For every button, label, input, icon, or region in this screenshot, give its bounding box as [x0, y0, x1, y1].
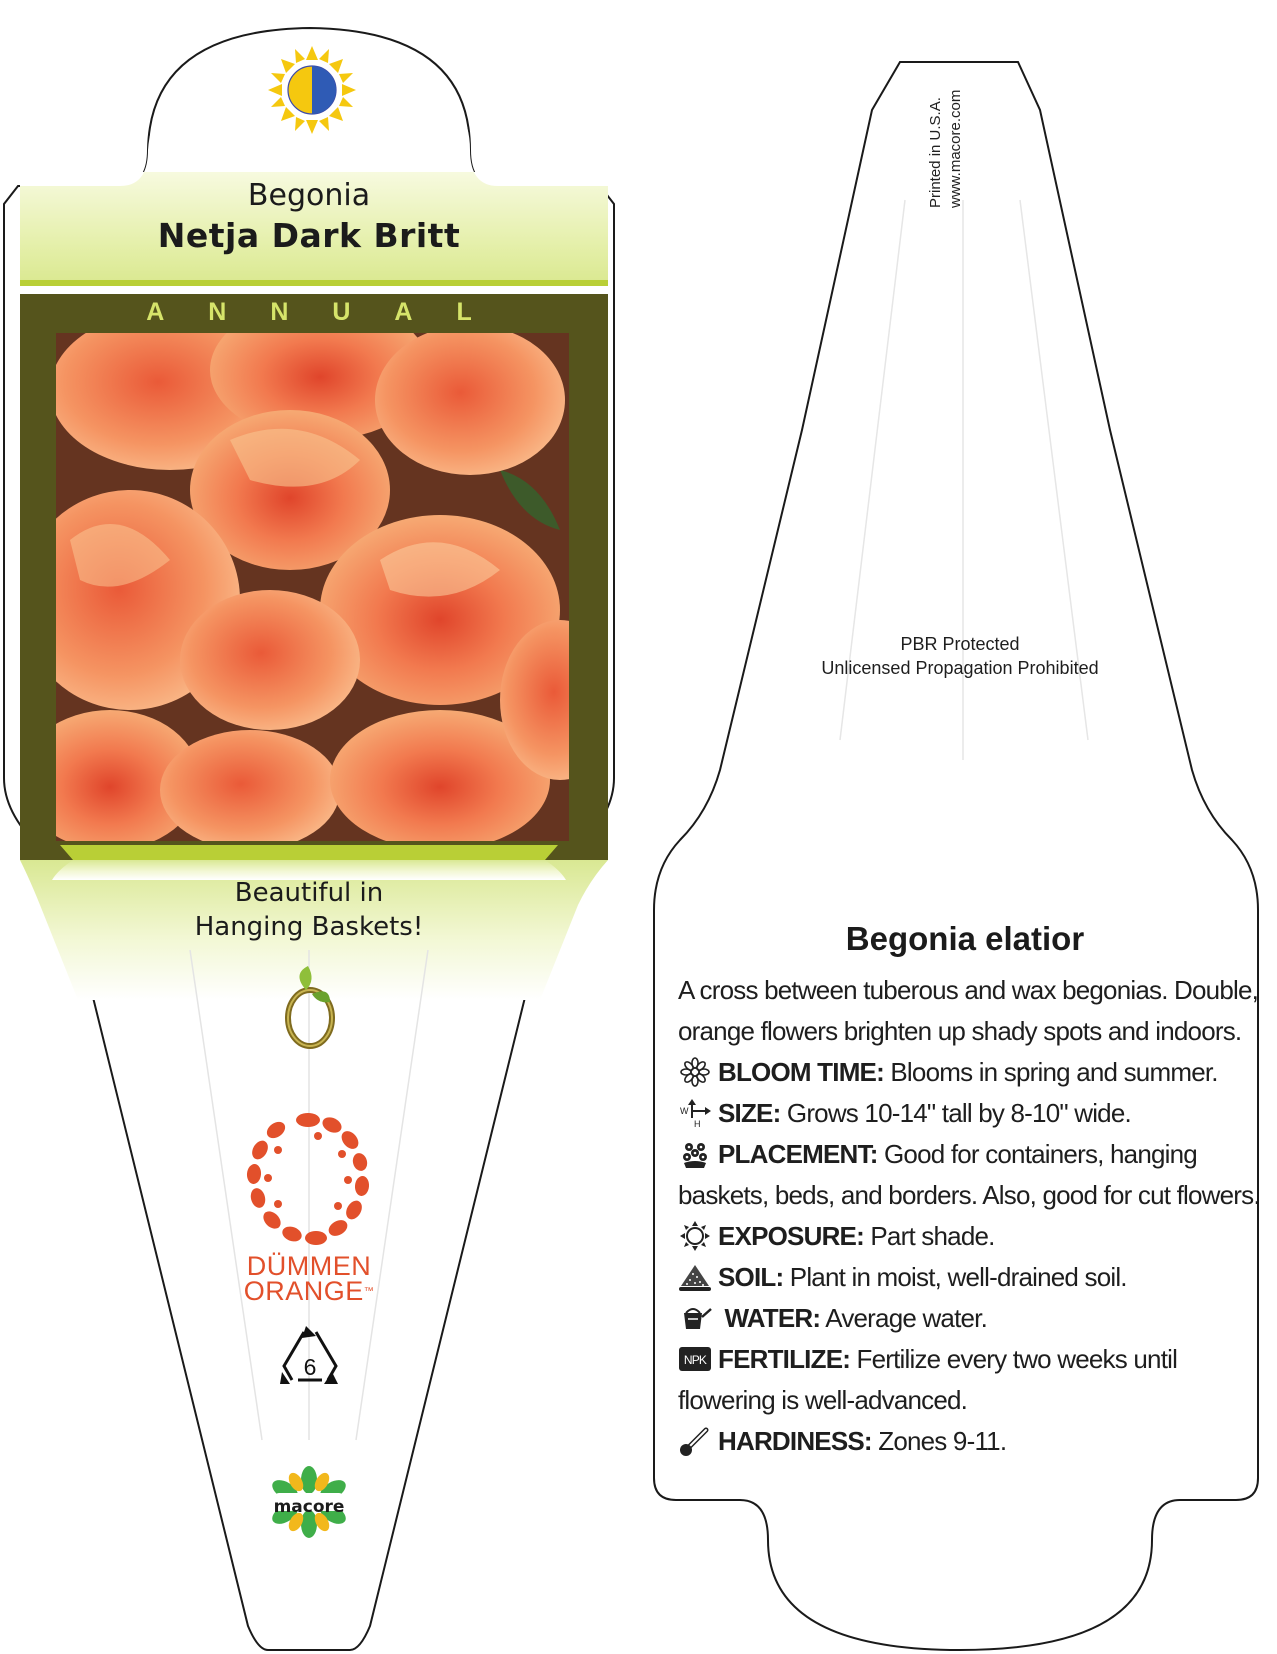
svg-text:H: H [694, 1119, 700, 1128]
printed-line1: Printed in U.S.A. [927, 97, 944, 208]
soil-row [678, 1257, 1268, 1298]
fertilize-value: Fertilize every two weeks until flowering is well-advanced. [678, 1344, 1178, 1415]
variety-name: Netja Dark Britt [157, 216, 461, 255]
brand-line1: DÜMMEN [246, 1251, 372, 1281]
npk-icon [678, 1344, 712, 1374]
fertilize-label: FERTILIZE: [718, 1344, 851, 1374]
size-label: SIZE: [718, 1098, 781, 1128]
soil-value: Plant in moist, well-drained soil. [789, 1262, 1127, 1292]
brand-line2: ORANGE [243, 1276, 364, 1306]
printed-credit [927, 48, 987, 218]
placement-label: PLACEMENT: [718, 1139, 878, 1169]
fertilize-row [678, 1339, 1268, 1421]
size-value: Grows 10-14" tall by 8-10" wide. [786, 1098, 1131, 1128]
pbr-notice [770, 632, 1150, 680]
recycle-code: 6 [303, 1354, 317, 1380]
size-arrows-icon [678, 1098, 712, 1128]
svg-text:W: W [680, 1106, 688, 1116]
pbr-line1: PBR Protected [900, 634, 1020, 654]
exposure-row [678, 1216, 1268, 1257]
tagline [0, 876, 618, 944]
exposure-label: EXPOSURE: [718, 1221, 864, 1251]
exposure-value: Part shade. [870, 1221, 995, 1251]
care-info [678, 970, 1268, 1462]
flower-photo [20, 300, 620, 850]
macore-logo-text: macore [273, 1497, 345, 1517]
water-value: Average water. [825, 1303, 988, 1333]
svg-text:NPK: NPK [683, 1353, 707, 1367]
tagline-line2: Hanging Baskets! [194, 912, 424, 942]
water-label: WATER: [724, 1303, 821, 1333]
watering-can-icon [678, 1303, 712, 1333]
genus-name: Begonia [247, 178, 371, 213]
brand-line2-wrap [170, 1276, 448, 1306]
soil-label: SOIL: [718, 1262, 784, 1292]
placement-value: Good for containers, hanging baskets, beds, and borders. Also, good for cut flowers. [678, 1139, 1260, 1210]
category-label: ANNUAL [146, 298, 516, 326]
pbr-line2: Unlicensed Propagation Prohibited [821, 658, 1099, 678]
flower-icon [678, 1057, 712, 1087]
species-title: Begonia elatior [845, 920, 1085, 957]
bloom-row [678, 1052, 1268, 1093]
bloom-label: BLOOM TIME: [718, 1057, 884, 1087]
size-row [678, 1093, 1268, 1134]
bloom-value: Blooms in spring and summer. [890, 1057, 1218, 1087]
sun-shade-icon [268, 46, 356, 134]
hardiness-value: Zones 9-11. [878, 1426, 1007, 1456]
thermometer-icon [678, 1426, 712, 1456]
description: A cross between tuberous and wax begonias. Double, orange flowers brighten up shady spots and indoors. [678, 975, 1259, 1046]
hardiness-label: HARDINESS: [718, 1426, 872, 1456]
hardiness-row [678, 1421, 1268, 1462]
printed-line2: www.macore.com [947, 89, 964, 208]
tagline-line1: Beautiful in [234, 878, 384, 908]
water-row [678, 1298, 1268, 1339]
soil-icon [678, 1262, 712, 1292]
placement-row [678, 1134, 1268, 1216]
brand-tm: ™ [363, 1286, 375, 1297]
flower-cluster-icon [678, 1139, 712, 1169]
sun-outline-icon [678, 1221, 712, 1251]
